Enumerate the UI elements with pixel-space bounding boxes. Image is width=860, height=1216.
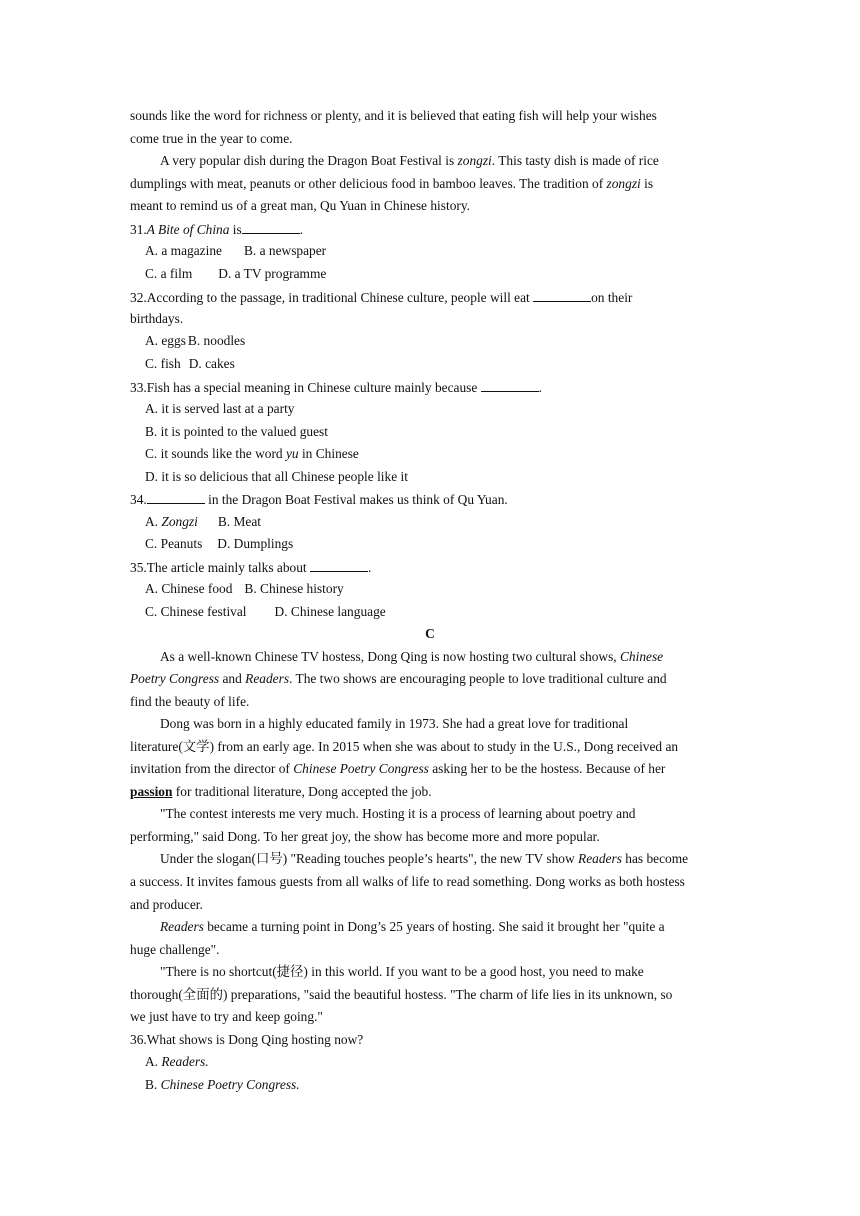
text: A. bbox=[145, 1054, 162, 1069]
passage-line bbox=[130, 198, 470, 214]
option-a: Zongzi bbox=[161, 514, 198, 529]
question-35-options bbox=[145, 581, 344, 597]
option-a bbox=[145, 401, 295, 417]
passage-line bbox=[130, 761, 665, 777]
answer-blank bbox=[533, 289, 591, 302]
italic-term: Readers bbox=[578, 851, 622, 866]
italic-term: Readers bbox=[160, 919, 204, 934]
italic-term: Readers. bbox=[161, 1054, 209, 1069]
passage-line bbox=[160, 153, 659, 169]
text: has become bbox=[621, 851, 689, 866]
option-a: A. Chinese food bbox=[145, 581, 233, 596]
text: sounds like the word for richness or plenty, and it is believed that eating fish will help your wishes bbox=[130, 108, 657, 123]
answer-blank bbox=[310, 559, 368, 572]
option-b bbox=[145, 1077, 300, 1093]
option-a: A. a magazine bbox=[145, 243, 222, 258]
text: . bbox=[367, 560, 372, 575]
option-a bbox=[145, 1054, 209, 1070]
text: B. it is pointed to the valued guest bbox=[145, 424, 328, 439]
question-36-stem bbox=[130, 1032, 363, 1048]
option-d: D. Dumplings bbox=[217, 536, 294, 551]
option-b: B. a newspaper bbox=[243, 243, 327, 258]
question-35-stem bbox=[130, 559, 371, 576]
text: a success. It invites famous guests from all walks of life to read something. Dong works as both hostess bbox=[130, 874, 685, 889]
italic-term: Chinese bbox=[619, 649, 664, 664]
text: . The two shows are encouraging people to love traditional culture and bbox=[289, 671, 667, 686]
text: come true in the year to come. bbox=[130, 131, 293, 146]
text: A very popular dish during the Dragon Boat Festival is bbox=[160, 153, 458, 168]
text: we just have to try and keep going." bbox=[130, 1009, 323, 1024]
text: C. it sounds like the word bbox=[145, 446, 286, 461]
text: meant to remind us of a great man, Qu Yuan in Chinese history. bbox=[130, 198, 471, 213]
text: performing," said Dong. To her great joy, the show has become more and more popular. bbox=[130, 829, 600, 844]
text: 35.The article mainly talks about bbox=[130, 560, 310, 575]
text: in the Dragon Boat Festival makes us think of Qu Yuan. bbox=[204, 492, 508, 507]
option-d: D. Chinese language bbox=[274, 604, 386, 619]
italic-term: Readers bbox=[245, 671, 290, 686]
option-c: C. a film bbox=[145, 266, 193, 281]
text: birthdays. bbox=[130, 311, 184, 326]
passage-line bbox=[130, 987, 672, 1003]
passage-line bbox=[130, 942, 220, 958]
text: . bbox=[299, 222, 304, 237]
question-31-stem bbox=[130, 221, 303, 238]
passage-line bbox=[130, 897, 203, 913]
text: . bbox=[538, 380, 543, 395]
text: Under the slogan(口号) "Reading touches people’s hearts", the new TV show bbox=[160, 851, 579, 866]
question-31-options bbox=[145, 266, 326, 282]
question-number: 31. bbox=[130, 222, 147, 237]
passage-line bbox=[130, 176, 653, 192]
section-heading: C bbox=[425, 626, 435, 641]
passage-line bbox=[130, 829, 600, 845]
question-31-options bbox=[145, 243, 326, 259]
text: "There is no shortcut(捷径) in this world. If you want to be a good host, you need to make bbox=[160, 964, 644, 979]
passage-line bbox=[130, 1009, 323, 1025]
question-34-stem bbox=[130, 491, 508, 508]
text: and bbox=[219, 671, 246, 686]
question-35-options bbox=[145, 604, 386, 620]
text: on their bbox=[591, 290, 633, 305]
option-d: D. a TV programme bbox=[218, 266, 327, 281]
text: As a well-known Chinese TV hostess, Dong Qing is now hosting two cultural shows, bbox=[160, 649, 620, 664]
text: 32.According to the passage, in traditional Chinese culture, people will eat bbox=[130, 290, 534, 305]
option-b: B. noodles bbox=[187, 333, 246, 348]
text: B. bbox=[145, 1077, 161, 1092]
passage-line bbox=[160, 716, 628, 732]
option-c: C. Chinese festival bbox=[145, 604, 247, 619]
italic-term: zongzi bbox=[457, 153, 492, 168]
passage-line bbox=[160, 649, 663, 665]
text: A. it is served last at a party bbox=[145, 401, 295, 416]
text: . This tasty dish is made of rice bbox=[491, 153, 659, 168]
passage-line bbox=[130, 671, 667, 687]
passage-line bbox=[130, 739, 678, 755]
question-number: 34. bbox=[130, 492, 147, 507]
option-b bbox=[145, 424, 328, 440]
option-c: C. fish bbox=[145, 356, 181, 371]
option-d: D. cakes bbox=[188, 356, 235, 371]
question-33-stem bbox=[130, 379, 542, 396]
italic-term: Chinese Poetry Congress bbox=[293, 761, 429, 776]
question-32-options bbox=[145, 356, 235, 372]
text: huge challenge". bbox=[130, 942, 220, 957]
option-c: C. Peanuts bbox=[145, 536, 203, 551]
answer-blank bbox=[147, 491, 205, 504]
text: and producer. bbox=[130, 897, 203, 912]
answer-blank bbox=[242, 221, 300, 234]
text: "The contest interests me very much. Hosting it is a process of learning about poetry and bbox=[160, 806, 636, 821]
passage-line bbox=[130, 694, 249, 710]
option-c bbox=[145, 446, 359, 462]
italic-term: zongzi bbox=[606, 176, 641, 191]
passage-line bbox=[130, 131, 292, 147]
text: thorough(全面的) preparations, "said the beautiful hostess. "The charm of life lies in its unknown, so bbox=[130, 987, 673, 1002]
text: A. bbox=[145, 514, 162, 529]
passage-line bbox=[160, 851, 688, 867]
text: literature(文学) from an early age. In 2015 when she was about to study in the U.S., Dong received an bbox=[130, 739, 679, 754]
text: is bbox=[229, 222, 242, 237]
answer-blank bbox=[481, 379, 539, 392]
passage-line bbox=[160, 806, 636, 822]
highlighted-word: passion bbox=[130, 784, 173, 799]
text: in Chinese bbox=[298, 446, 359, 461]
text: 36.What shows is Dong Qing hosting now? bbox=[130, 1032, 364, 1047]
question-32-options bbox=[145, 333, 245, 349]
passage-line bbox=[130, 108, 657, 124]
passage-line bbox=[130, 874, 685, 890]
question-34-options bbox=[145, 514, 261, 530]
text: is bbox=[640, 176, 654, 191]
text: D. it is so delicious that all Chinese people like it bbox=[145, 469, 408, 484]
text: find the beauty of life. bbox=[130, 694, 250, 709]
text: asking her to be the hostess. Because of her bbox=[428, 761, 666, 776]
italic-term: A Bite of China bbox=[146, 222, 230, 237]
text: dumplings with meat, peanuts or other delicious food in bamboo leaves. The tradition of bbox=[130, 176, 607, 191]
passage-line bbox=[130, 784, 432, 800]
question-32-stem bbox=[130, 311, 183, 327]
question-32-stem bbox=[130, 289, 632, 306]
italic-term: yu bbox=[285, 446, 299, 461]
italic-term: Poetry Congress bbox=[130, 671, 220, 686]
passage-line bbox=[160, 919, 665, 935]
text: became a turning point in Dong’s 25 years of hosting. She said it brought her "quite a bbox=[203, 919, 665, 934]
question-34-options bbox=[145, 536, 293, 552]
option-d bbox=[145, 469, 408, 485]
text: invitation from the director of bbox=[130, 761, 294, 776]
option-b: B. Meat bbox=[217, 514, 261, 529]
italic-term: Chinese Poetry Congress. bbox=[160, 1077, 300, 1092]
text: 33.Fish has a special meaning in Chinese culture mainly because bbox=[130, 380, 481, 395]
option-b: B. Chinese history bbox=[244, 581, 344, 596]
option-a: A. eggs bbox=[145, 333, 186, 348]
text: Dong was born in a highly educated family in 1973. She had a great love for traditional bbox=[160, 716, 629, 731]
passage-line bbox=[160, 964, 644, 980]
text: for traditional literature, Dong accepted the job. bbox=[172, 784, 432, 799]
